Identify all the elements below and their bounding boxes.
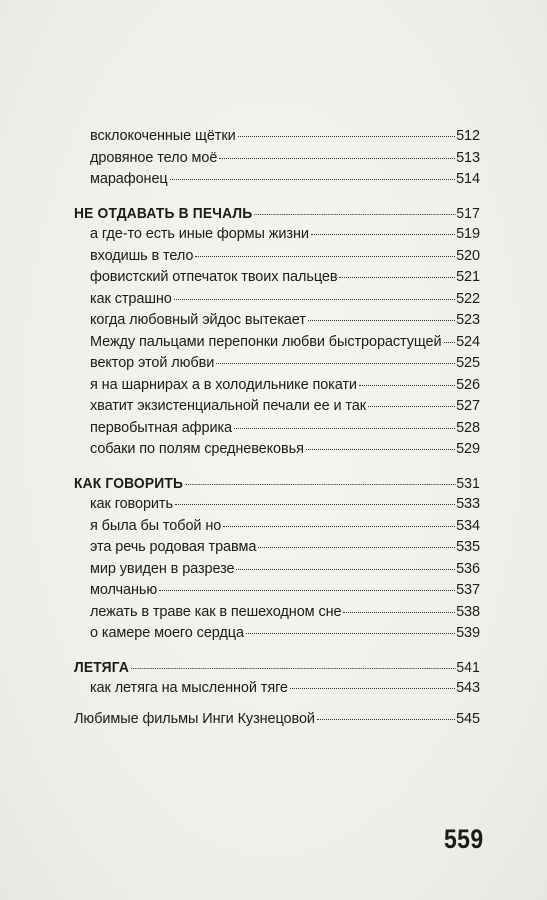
dot-leader — [339, 277, 455, 278]
toc-entry-title: как страшно — [90, 290, 172, 307]
toc-entry-title: как говорить — [90, 496, 173, 512]
toc-entry-page: 538 — [456, 603, 480, 620]
dot-leader — [185, 484, 456, 485]
toc-entry-title: а где-то есть иные формы жизни — [90, 226, 309, 242]
toc-entry — [74, 439, 480, 461]
dot-leader — [234, 428, 455, 429]
toc-entry-page: 521 — [456, 269, 480, 285]
toc-section-title: ЛЕТЯГА — [74, 658, 130, 676]
toc-section-title: КАК ГОВОРИТЬ — [74, 474, 184, 492]
dot-leader — [308, 320, 455, 321]
toc-section-heading — [74, 657, 480, 679]
toc-entry-page: 533 — [456, 496, 480, 512]
toc-entry — [74, 246, 480, 268]
toc-entry-title: входишь в тело — [90, 247, 194, 264]
toc-entry — [74, 375, 480, 397]
toc-entry-page: 537 — [456, 582, 480, 598]
dot-leader — [290, 688, 455, 689]
toc-section-page: 541 — [456, 658, 481, 676]
toc-entry-title: я была бы тобой но — [90, 517, 222, 534]
toc-entry-title: дровяное тело моё — [90, 149, 218, 166]
toc-entry — [74, 353, 480, 375]
toc-entry — [74, 396, 480, 418]
toc-entry — [74, 494, 480, 516]
dot-leader — [216, 363, 455, 364]
dot-leader — [343, 612, 455, 613]
toc-section-heading — [74, 473, 480, 495]
toc-section-page: 517 — [456, 204, 481, 222]
toc-entry — [74, 126, 480, 148]
toc-section-page: 531 — [456, 474, 481, 492]
toc-entry-page: 543 — [456, 680, 480, 696]
toc-entry-title: фовистский отпечаток твоих пальцев — [90, 269, 338, 285]
toc-entry — [74, 580, 480, 602]
dot-leader — [258, 547, 455, 548]
dot-leader — [238, 136, 456, 137]
dot-leader — [170, 179, 455, 180]
toc-entry — [74, 310, 480, 332]
toc-entry — [74, 516, 480, 538]
toc-entry-page: 534 — [456, 517, 480, 534]
toc-entry — [74, 332, 480, 354]
dot-leader — [174, 299, 455, 300]
dot-leader — [311, 234, 455, 235]
toc-entry-page: 528 — [456, 419, 480, 436]
toc-section-heading — [74, 203, 480, 225]
toc-entry — [74, 289, 480, 311]
toc-entry — [74, 224, 480, 246]
toc-entry — [74, 418, 480, 440]
toc-entry-page: 512 — [456, 128, 480, 144]
toc-entry — [74, 267, 480, 289]
dot-leader — [444, 342, 456, 343]
toc-entry — [74, 602, 480, 624]
dot-leader — [131, 668, 456, 669]
toc-entry — [74, 678, 480, 700]
toc-entry-title: собаки по полям средневековья — [90, 441, 304, 457]
toc-entry-page: 535 — [456, 539, 480, 555]
dot-leader — [317, 719, 455, 720]
toc-entry-page: 539 — [456, 625, 480, 641]
toc-entry-page: 536 — [456, 560, 480, 577]
dot-leader — [368, 406, 455, 407]
toc-entry — [74, 559, 480, 581]
toc-entry-title: я на шарнирах а в холодильнике покати — [90, 376, 357, 393]
toc-entry-page: 524 — [456, 333, 480, 350]
toc-entry-title: эта речь родовая травма — [90, 539, 257, 555]
toc-entry — [74, 148, 480, 170]
dot-leader — [175, 504, 455, 505]
toc-entry-page: 525 — [456, 355, 480, 371]
toc-entry-page: 523 — [456, 312, 480, 328]
toc-entry-title: когда любовный эйдос вытекает — [90, 312, 306, 328]
toc-entry-title: лежать в траве как в пешеходном сне — [90, 603, 342, 620]
dot-leader — [306, 449, 455, 450]
toc-entry-title: молчанью — [90, 582, 158, 598]
toc-entry-title: Любимые фильмы Инги Кузнецовой — [74, 710, 315, 727]
toc-entry-title: всклокоченные щётки — [90, 128, 236, 144]
toc-entry-title: вектор этой любви — [90, 355, 215, 371]
toc-entry-appendix — [74, 709, 480, 731]
toc-entry-title: Между пальцами перепонки любви быстрорастущей — [90, 333, 442, 350]
toc-entry-title: о камере моего сердца — [90, 625, 244, 641]
toc-entry-page: 519 — [456, 226, 480, 242]
toc-entry — [74, 169, 480, 191]
dot-leader — [219, 158, 455, 159]
toc-entry-title: хватит экзистенциальной печали ее и так — [90, 398, 366, 414]
dot-leader — [195, 256, 455, 257]
dot-leader — [223, 526, 455, 527]
toc-entry-page: 520 — [456, 247, 480, 264]
toc-entry-page: 529 — [456, 441, 480, 457]
toc-entry-page: 513 — [456, 149, 480, 166]
toc-entry — [74, 537, 480, 559]
dot-leader — [236, 569, 455, 570]
toc-entry-page: 527 — [456, 398, 480, 414]
dot-leader — [254, 214, 455, 215]
toc-entry-page: 526 — [456, 376, 480, 393]
toc-entry-page: 514 — [456, 171, 480, 187]
dot-leader — [246, 633, 455, 634]
toc-entry-title: марафонец — [90, 171, 168, 187]
toc-entry-page: 522 — [456, 290, 480, 307]
toc-entry-title: первобытная африка — [90, 419, 232, 436]
toc-section-title: НЕ ОТДАВАТЬ В ПЕЧАЛЬ — [74, 204, 253, 222]
toc-entry-title: мир увиден в разрезе — [90, 560, 235, 577]
toc-entry-title: как летяга на мысленной тяге — [90, 680, 288, 696]
table-of-contents — [74, 126, 480, 730]
page-number: 559 — [444, 824, 484, 854]
toc-entry — [74, 623, 480, 645]
dot-leader — [359, 385, 455, 386]
toc-entry-page: 545 — [456, 710, 480, 727]
dot-leader — [159, 590, 455, 591]
